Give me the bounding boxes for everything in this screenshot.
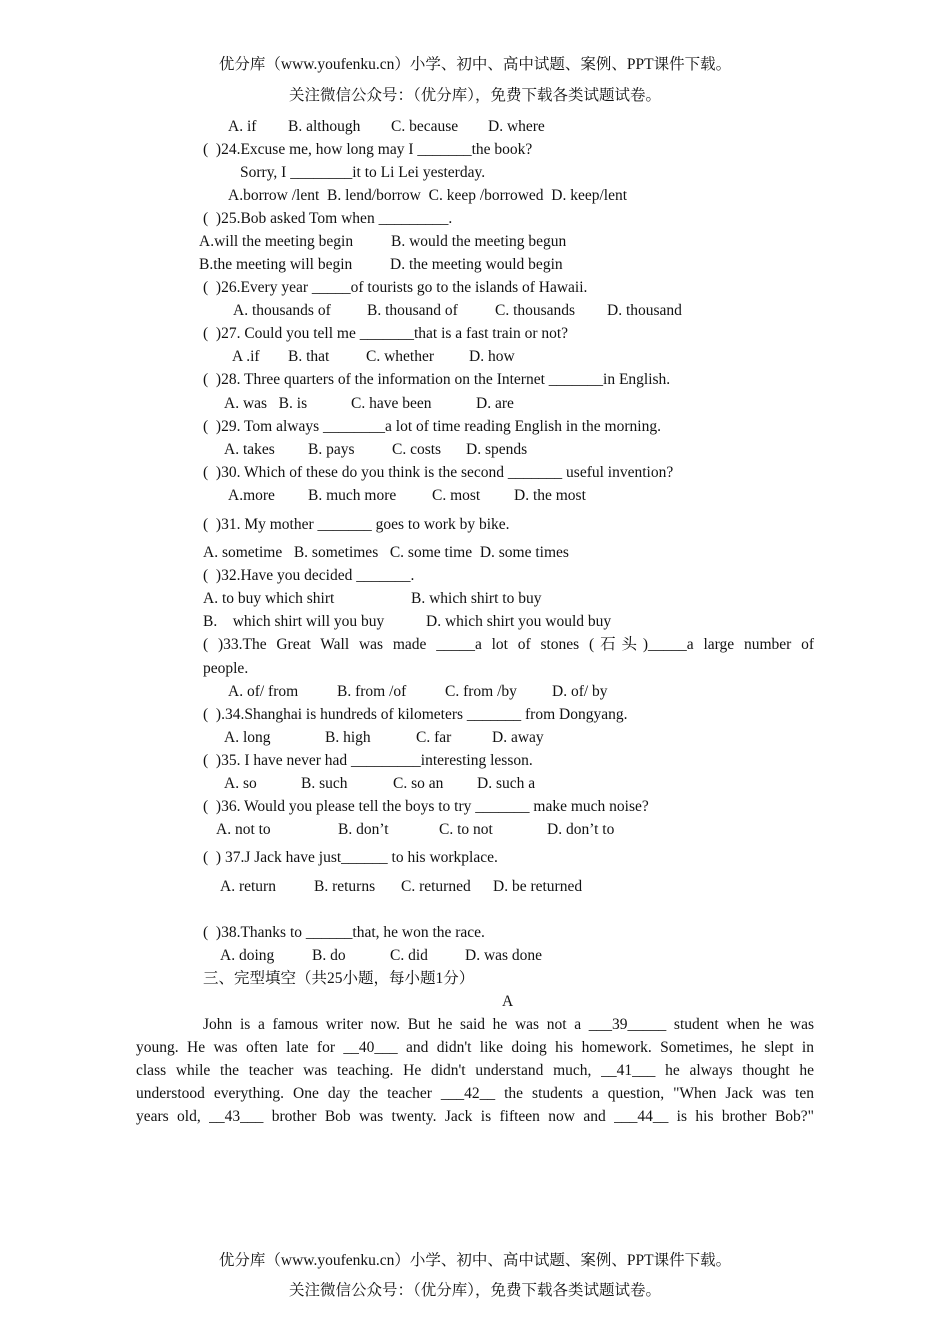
q30-option-a: A.more — [228, 487, 275, 504]
q30-option-d: D. the most — [514, 487, 586, 504]
q28-option-c: C. have been — [351, 395, 432, 412]
passage-line-3: class while the teacher was teaching. He didn't understand much, __41___ he always thought he — [136, 1062, 814, 1079]
q32-option-a: A. to buy which shirt — [203, 590, 335, 607]
q32-option-b: B. which shirt to buy — [411, 590, 542, 607]
q35-option-b: B. such — [301, 775, 348, 792]
q26-option-a: A. thousands of — [233, 302, 331, 319]
q23-option-d: D. where — [488, 118, 545, 135]
passage-line-2: young. He was often late for __40___ and didn't like doing his homework. Sometimes, he slept in — [136, 1039, 814, 1056]
q34-option-a: A. long — [224, 729, 271, 746]
q24-stem-reply: Sorry, I ________it to Li Lei yesterday. — [240, 164, 486, 181]
q38-option-b: B. do — [312, 947, 346, 964]
q34-option-d: D. away — [492, 729, 544, 746]
q34-stem: ( ).34.Shanghai is hundreds of kilometers _______ from Dongyang. — [203, 706, 628, 723]
q37-option-c: C. returned — [401, 878, 471, 895]
passage-line-5: years old, __43___ brother Bob was twenty. Jack is fifteen now and ___44__ is his brother Bob?" — [136, 1108, 814, 1125]
q27-option-b: B. that — [288, 348, 330, 365]
q35-stem: ( )35. I have never had _________interesting lesson. — [203, 752, 533, 769]
q37-option-b: B. returns — [314, 878, 376, 895]
q24-stem: ( )24.Excuse me, how long may I _______the book? — [203, 141, 533, 158]
q28-option-d: D. are — [476, 395, 514, 412]
q27-option-d: D. how — [469, 348, 515, 365]
q26-option-d: D. thousand — [607, 302, 682, 319]
q36-option-b: B. don’t — [338, 821, 389, 838]
q29-stem: ( )29. Tom always ________a lot of time reading English in the morning. — [203, 418, 661, 435]
q29-option-b: B. pays — [308, 441, 355, 458]
q36-stem: ( )36. Would you please tell the boys to try _______ make much noise? — [203, 798, 649, 815]
q35-option-d: D. such a — [477, 775, 536, 792]
q30-option-c: C. most — [432, 487, 481, 504]
q36-option-a: A. not to — [216, 821, 271, 838]
q25-option-b: B. would the meeting begun — [391, 233, 567, 250]
q29-option-c: C. costs — [392, 441, 442, 458]
q36-option-d: D. don’t to — [547, 821, 615, 838]
q27-stem: ( )27. Could you tell me _______that is a fast train or not? — [203, 325, 569, 342]
q29-option-d: D. spends — [466, 441, 528, 458]
q23-option-b: B. although — [288, 118, 361, 135]
q26-option-c: C. thousands — [495, 302, 576, 319]
q27-option-c: C. whether — [366, 348, 435, 365]
q25-option-c: B.the meeting will begin — [199, 256, 353, 273]
q37-option-a: A. return — [220, 878, 276, 895]
q28-stem: ( )28. Three quarters of the information on the Internet _______in English. — [203, 371, 671, 388]
page-footer-line-1: 优分库（www.youfenku.cn）小学、初中、高中试题、案例、PPT课件下载。 — [218, 1252, 732, 1269]
q37-stem: ( ) 37.J Jack have just______ to his workplace. — [203, 849, 498, 866]
q38-option-d: D. was done — [465, 947, 543, 964]
q35-option-a: A. so — [224, 775, 257, 792]
q38-option-c: C. did — [390, 947, 428, 964]
page-header-line-2: 关注微信公众号：（优分库），免费下载各类试题试卷。 — [288, 87, 661, 104]
q30-option-b: B. much more — [308, 487, 397, 504]
q36-option-c: C. to not — [439, 821, 493, 838]
q38-option-a: A. doing — [220, 947, 275, 964]
q27-option-a: A .if — [232, 348, 260, 365]
q26-stem: ( )26.Every year _____of tourists go to the islands of Hawaii. — [203, 279, 588, 296]
q31-stem: ( )31. My mother _______ goes to work by bike. — [203, 516, 510, 533]
q29-option-a: A. takes — [224, 441, 275, 458]
q34-option-b: B. high — [325, 729, 371, 746]
q33-option-b: B. from /of — [337, 683, 407, 700]
q38-stem: ( )38.Thanks to ______that, he won the race. — [203, 924, 485, 941]
q33-option-c: C. from /by — [445, 683, 517, 700]
q32-stem: ( )32.Have you decided _______. — [203, 567, 415, 584]
q32-option-d: D. which shirt you would buy — [426, 613, 612, 630]
q33-option-a: A. of/ from — [228, 683, 299, 700]
q28-option-ab: A. was B. is — [224, 395, 308, 412]
q33-stem: ( )33.The Great Wall was made _____a lot of stones (石头)_____a large number of — [203, 636, 814, 653]
q25-stem: ( )25.Bob asked Tom when _________. — [203, 210, 453, 227]
passage-line-1: John is a famous writer now. But he said he was not a ___39_____ student when he was — [203, 1016, 814, 1033]
page-header-line-1: 优分库（www.youfenku.cn）小学、初中、高中试题、案例、PPT课件下载。 — [218, 56, 732, 73]
q33-stem-cont: people. — [203, 660, 249, 677]
q31-options: A. sometime B. sometimes C. some time D. some times — [203, 544, 569, 561]
q32-option-c: B. which shirt will you buy — [203, 613, 385, 630]
q23-option-a: A. if — [228, 118, 257, 135]
q24-options: A.borrow /lent B. lend/borrow C. keep /borrowed D. keep/lent — [228, 187, 628, 204]
q30-stem: ( )30. Which of these do you think is the second _______ useful invention? — [203, 464, 674, 481]
q33-option-d: D. of/ by — [552, 683, 608, 700]
passage-line-4: understood everything. One day the teacher ___42__ the students a question, "When Jack was ten — [136, 1085, 814, 1102]
q23-option-c: C. because — [391, 118, 459, 135]
q25-option-d: D. the meeting would begin — [390, 256, 563, 273]
q34-option-c: C. far — [416, 729, 452, 746]
q35-option-c: C. so an — [393, 775, 444, 792]
passage-label: A — [502, 993, 514, 1010]
q25-option-a: A.will the meeting begin — [199, 233, 354, 250]
page-footer-line-2: 关注微信公众号：（优分库），免费下载各类试题试卷。 — [288, 1282, 661, 1299]
section-3-title: 三、完型填空（共25小题，每小题1分） — [203, 970, 475, 987]
q26-option-b: B. thousand of — [367, 302, 458, 319]
q37-option-d: D. be returned — [493, 878, 583, 895]
